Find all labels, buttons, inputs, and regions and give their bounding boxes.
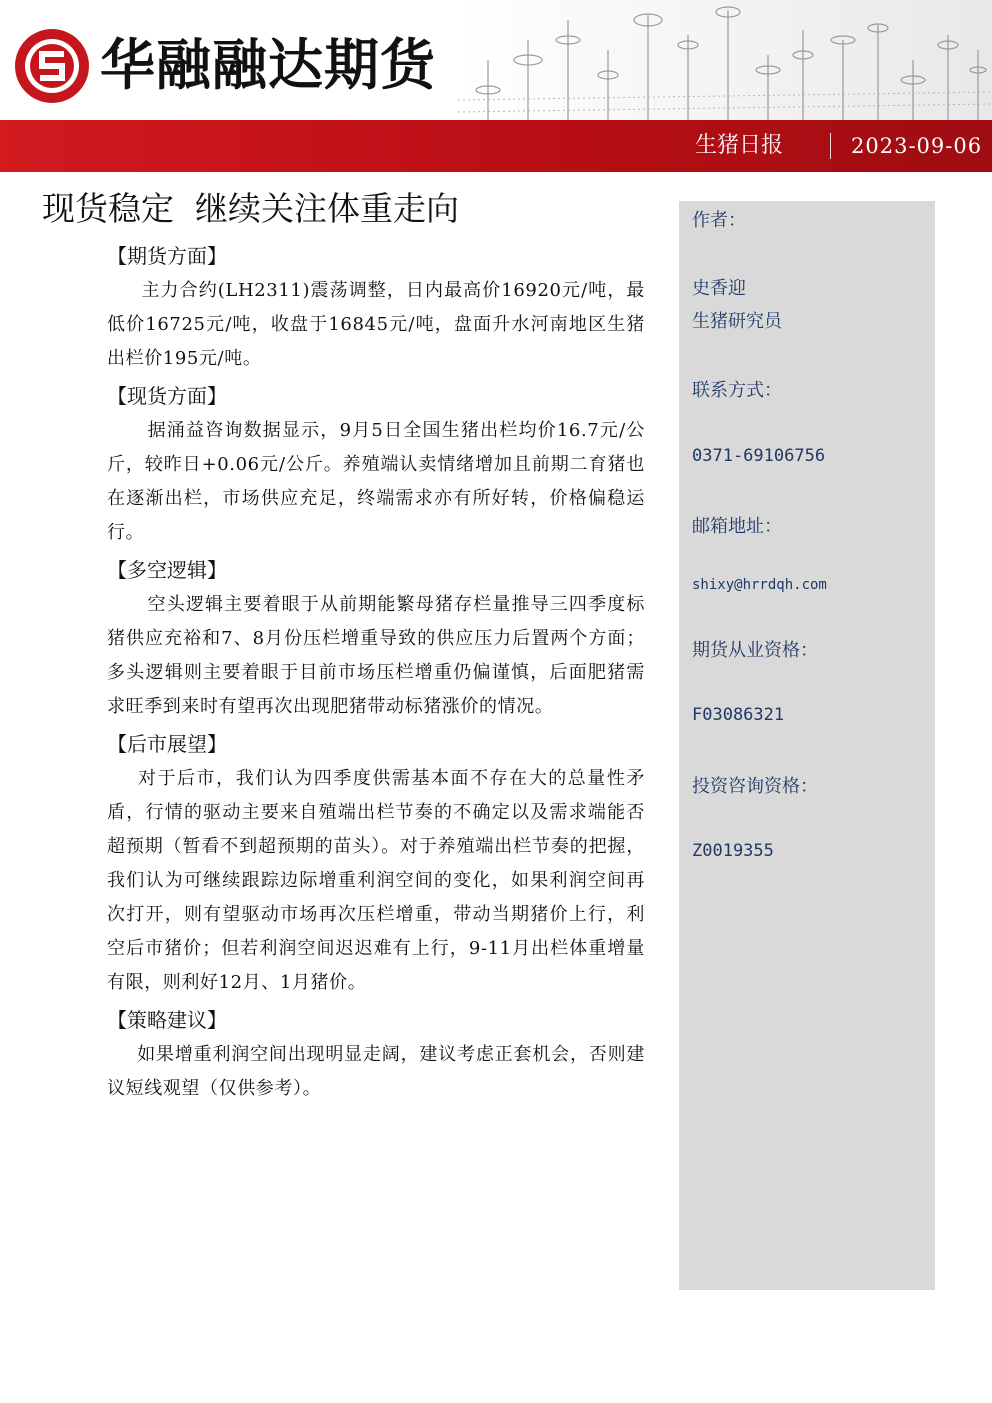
email-address[interactable]: shixy@hrrdqh.com <box>692 577 827 593</box>
section-outlook <box>107 726 645 1000</box>
section-title: 【后市展望】 <box>107 732 227 756</box>
advisory-qualification-label: 投资咨询资格： <box>692 776 818 797</box>
section-spot <box>107 378 645 550</box>
section-title: 【策略建议】 <box>107 1008 227 1032</box>
report-type: 生猪日报 <box>695 133 784 158</box>
email-label: 邮箱地址： <box>692 516 782 537</box>
section-title: 【多空逻辑】 <box>107 558 227 582</box>
section-title: 【现货方面】 <box>107 384 227 408</box>
paragraph <box>107 274 645 376</box>
paragraph-text: 据涌益咨询数据显示，9月5日全国生猪出栏均价16.7元/公斤，较昨日+0.06元/公斤。养殖端认卖情绪增加且前期二育猪也在逐渐出栏，市场供应充足，终端需求亦有所好转，价格偏稳运行。 <box>107 420 645 543</box>
futures-qualification-label: 期货从业资格： <box>692 640 818 661</box>
brand-name: 华融融达期货 <box>100 33 437 97</box>
header-decoration <box>458 0 992 120</box>
report-date: 2023-09-06 <box>851 134 983 158</box>
company-logo <box>12 26 92 106</box>
section-logic <box>107 552 645 724</box>
paragraph <box>107 414 645 550</box>
author-label: 作者： <box>692 210 746 231</box>
paragraph-text: 对于后市，我们认为四季度供需基本面不存在大的总量性矛盾，行情的驱动主要来自殖端出栏节奏的不确定以及需求端能否超预期（暂看不到超预期的苗头）。对于养殖端出栏节奏的把握，我们认为可继续跟踪边际增重利润空间的变化，如果利润空间再次打开，则有望驱动市场再次压栏增重，带动当期猪价上行，利空后市猪价；但若利润空间迟迟难有上行，9-11月出栏体重增量有限，则利好12月、1月猪价。 <box>107 768 645 993</box>
section-futures <box>107 238 645 376</box>
band-separator <box>830 133 831 159</box>
phone-number: 0371-69106756 <box>692 446 826 466</box>
paragraph <box>107 1038 645 1106</box>
paragraph <box>107 588 645 724</box>
paragraph-text: 如果增重利润空间出现明显走阔，建议考虑正套机会，否则建议短线观望（仅供参考）。 <box>107 1044 645 1099</box>
section-title: 【期货方面】 <box>107 244 227 268</box>
advisory-qualification-number: Z0019355 <box>692 841 774 861</box>
futures-qualification-number: F03086321 <box>692 705 785 725</box>
paragraph <box>107 762 645 1000</box>
author-name: 史香迎 <box>692 278 746 299</box>
contact-label: 联系方式： <box>692 380 782 401</box>
section-strategy <box>107 1002 645 1106</box>
paragraph-text: 主力合约(LH2311)震荡调整，日内最高价16920元/吨，最低价16725元/吨，收盘于16845元/吨，盘面升水河南地区生猪出栏价195元/吨。 <box>107 280 645 369</box>
author-sidebar <box>679 201 935 1290</box>
article-body <box>107 236 645 1106</box>
author-title: 生猪研究员 <box>692 311 782 332</box>
article-headline: 现货稳定 继续关注体重走向 <box>42 189 459 228</box>
title-band <box>0 120 992 172</box>
paragraph-text: 空头逻辑主要着眼于从前期能繁母猪存栏量推导三四季度标猪供应充裕和7、8月份压栏增重导致的供应压力后置两个方面；多头逻辑则主要着眼于目前市场压栏增重仍偏谨慎，后面肥猪需求旺季到来时有望再次出现肥猪带动标猪涨价的情况。 <box>107 594 645 717</box>
